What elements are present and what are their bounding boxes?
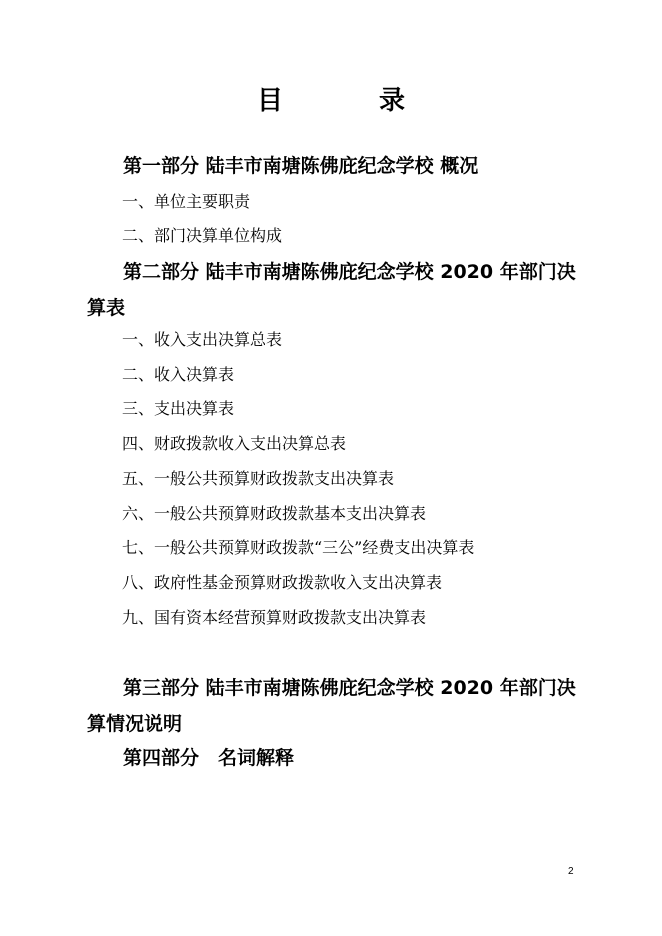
title-char-2: 录: [379, 86, 406, 116]
part2-item-1: 一、收入支出决算总表: [122, 330, 283, 349]
part2-item-2: 二、收入决算表: [122, 365, 235, 384]
part2-heading: 第二部分 陆丰市南塘陈佛庇纪念学校 2020 年部门决算表: [87, 261, 576, 319]
part2-item-5: 五、一般公共预算财政拨款支出决算表: [122, 469, 395, 488]
title-gap: [283, 80, 379, 117]
part2-item-7: 七、一般公共预算财政拨款“三公”经费支出决算表: [122, 538, 475, 557]
part2-item-8: 八、政府性基金预算财政拨款收入支出决算表: [122, 573, 443, 592]
part4-heading: 第四部分 名词解释: [123, 747, 295, 769]
page-title: [0, 80, 662, 117]
part2-item-3: 三、支出决算表: [122, 399, 235, 418]
part2-item-9: 九、国有资本经营预算财政拨款支出决算表: [122, 608, 427, 627]
part1-heading: 第一部分 陆丰市南塘陈佛庇纪念学校 概况: [123, 155, 479, 177]
title-char-1: 目: [256, 86, 283, 116]
part3-heading: 第三部分 陆丰市南塘陈佛庇纪念学校 2020 年部门决算情况说明: [87, 677, 576, 735]
part2-item-6: 六、一般公共预算财政拨款基本支出决算表: [122, 504, 427, 523]
part2-item-4: 四、财政拨款收入支出决算总表: [122, 434, 347, 453]
part1-item-2: 二、部门决算单位构成: [122, 226, 283, 245]
page-number: 2: [568, 866, 574, 877]
part1-item-1: 一、单位主要职责: [122, 192, 251, 211]
